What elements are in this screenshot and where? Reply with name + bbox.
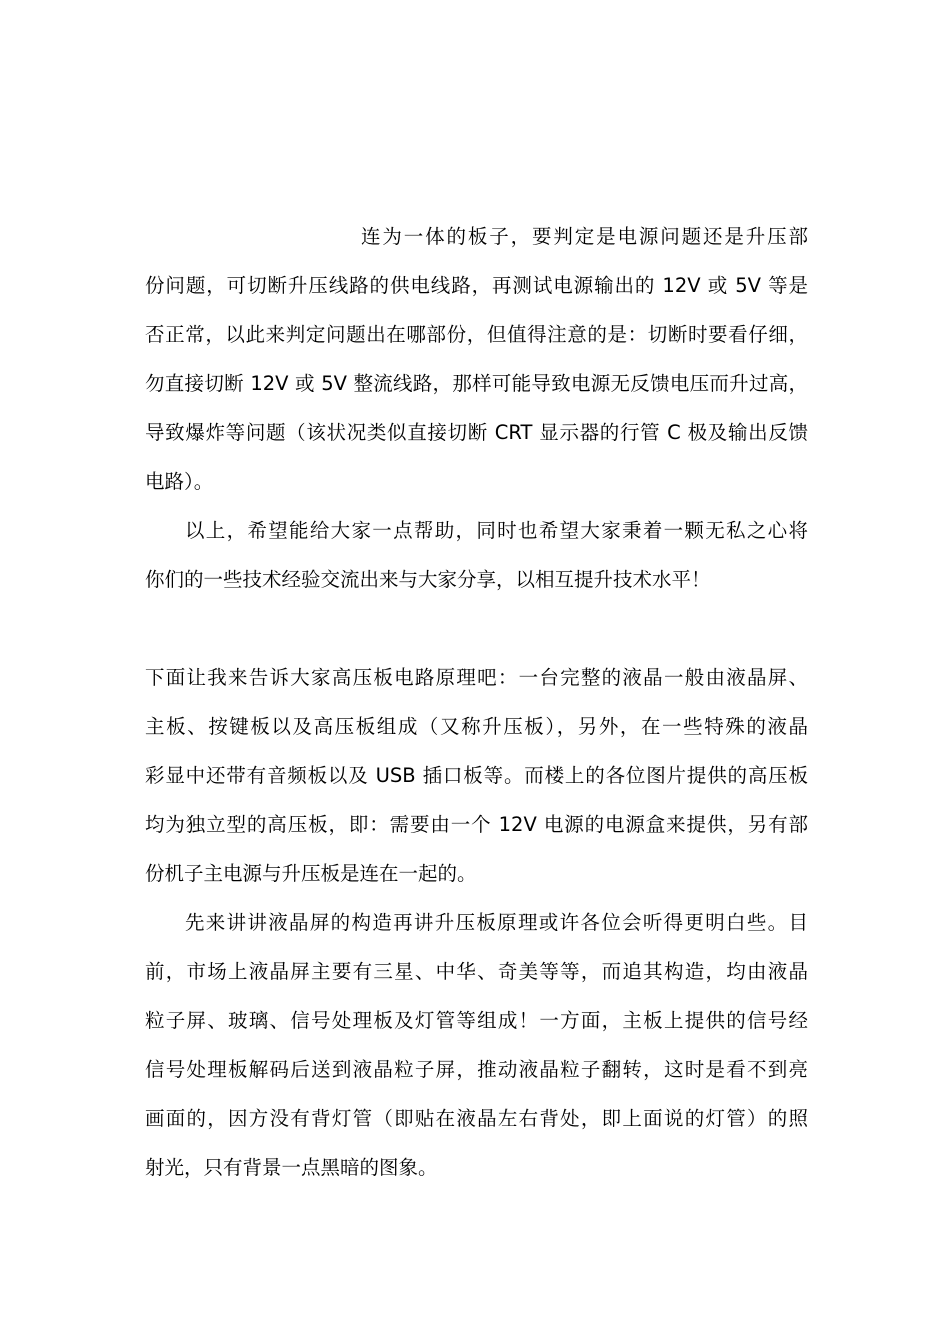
text-line: 连为一体的板子，要判定是电源问题还是升压部	[361, 225, 808, 248]
document-body	[145, 212, 808, 1192]
text-line: 先来讲讲液晶屏的构造再讲升压板原理或许各位会听得更明白些。目	[185, 911, 808, 934]
paragraph-spacer	[145, 604, 808, 653]
text-line: 彩显中还带有音频板以及 USB 插口板等。而楼上的各位图片提供的高压板	[145, 764, 808, 787]
text-line: 否正常，以此来判定问题出在哪部份，但值得注意的是：切断时要看仔细，	[145, 323, 808, 346]
text-line: 下面让我来告诉大家高压板电路原理吧：一台完整的液晶一般由液晶屏、	[145, 666, 808, 689]
text-line: 均为独立型的高压板，即：需要由一个 12V 电源的电源盒来提供，另有部	[145, 813, 808, 836]
text-line: 电路）。	[145, 470, 214, 493]
text-line: 射光，只有背景一点黑暗的图象。	[145, 1156, 438, 1179]
paragraph-lcd-structure	[145, 898, 808, 1192]
text-line: 信号处理板解码后送到液晶粒子屏，推动液晶粒子翻转，这时是看不到亮	[145, 1058, 808, 1081]
text-line: 份机子主电源与升压板是连在一起的。	[145, 862, 477, 885]
text-line: 导致爆炸等问题（该状况类似直接切断 CRT 显示器的行管 C 极及输出反馈	[145, 421, 808, 444]
text-line: 粒子屏、玻璃、信号处理板及灯管等组成！一方面，主板上提供的信号经	[145, 1009, 808, 1032]
text-line: 画面的，因方没有背灯管（即贴在液晶左右背处，即上面说的灯管）的照	[145, 1107, 808, 1130]
text-line: 勿直接切断 12V 或 5V 整流线路，那样可能导致电源无反馈电压而升过高，	[145, 372, 808, 395]
text-line: 前，市场上液晶屏主要有三星、中华、奇美等等，而追其构造，均由液晶	[145, 960, 808, 983]
text-line: 份问题，可切断升压线路的供电线路，再测试电源输出的 12V 或 5V 等是	[145, 274, 808, 297]
text-line: 以上，希望能给大家一点帮助，同时也希望大家秉着一颗无私之心将	[185, 519, 808, 542]
paragraph-inverter-intro	[145, 653, 808, 898]
text-line: 主板、按键板以及高压板组成（又称升压板），另外，在一些特殊的液晶	[145, 715, 808, 738]
paragraph-power-isolation	[145, 212, 808, 506]
text-line: 你们的一些技术经验交流出来与大家分享，以相互提升技术水平！	[145, 568, 711, 591]
paragraph-closing-note	[145, 506, 808, 604]
